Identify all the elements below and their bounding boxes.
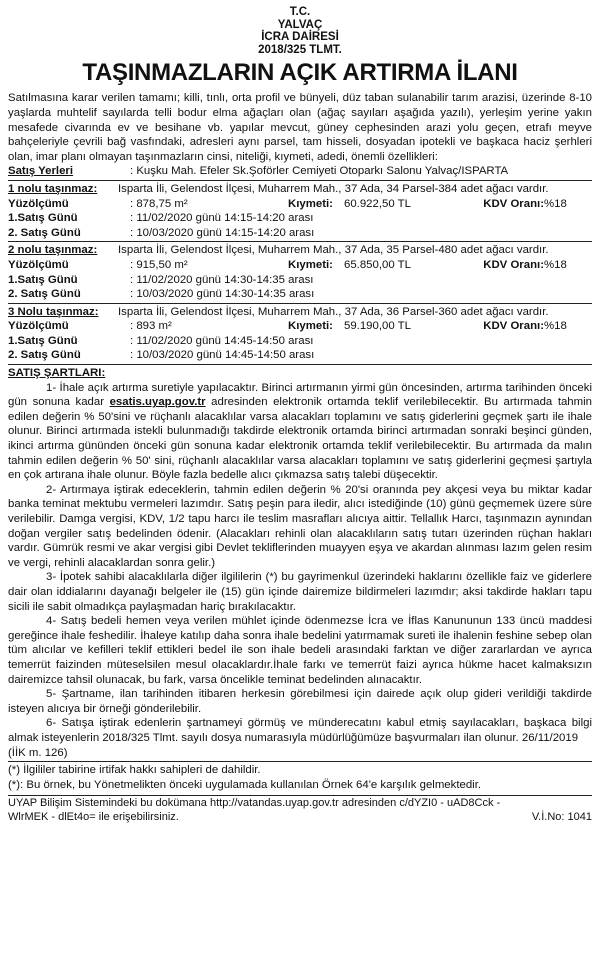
condition-5: 5- Şartname, ilan tarihinden itibaren herkesin görebilmesi için dairede açık olup gideri verildiği takdirde isteyen alıcıya bir örneği gönderilebilir. — [8, 688, 592, 715]
divider — [8, 241, 592, 242]
page-title: TAŞINMAZLARIN AÇIK ARTIRMA İLANI — [82, 59, 518, 87]
property-2-area: : 915,50 m² — [130, 258, 188, 271]
property-3-number: 3 Nolu taşınmaz: — [8, 305, 99, 318]
header-block — [8, 6, 592, 56]
condition-3: 3- İpotek sahibi alacaklılarla diğer ilgililerin (*) bu gayrimenkul üzerindeki haklarını özellikle faiz ve giderlere dair olan iddialarını dayanağı belgeler ile (15) gün içinde dairemize bildirmeleri lazımdır; aksi takdirde hakları tapu sicili ile sabit olmadıkça paylaşmadan hariç bırakılacaktır. — [8, 571, 592, 613]
property-1-number: 1 nolu taşınmaz: — [8, 182, 98, 195]
note-2: (*): Bu örnek, bu Yönetmelikten önceki uygulamada kullanılan Örnek 64'e karşılık gelmektedir. — [8, 778, 482, 791]
property-3-sale2: : 10/03/2020 günü 14:45-14:50 arası — [130, 349, 315, 362]
footer — [8, 797, 592, 824]
property-1-desc: Isparta İli, Gelendost İlçesi, Muharrem Mah., 37 Ada, 34 Parsel-384 adet ağacı vardır. — [118, 182, 549, 195]
property-1-meta — [8, 197, 592, 212]
condition-4: 4- Satış bedeli hemen veya verilen mühlet içinde ödenmezse İcra ve İflas Kanununun 133 üncü maddesi gereğince ihale feshedilir. İhaleye katılıp daha sonra ihale bedelini yatırmamak sureti ile ihalenin feshine sebep olan tüm alıcılar ve kefilleri teklif ettikleri bedel ile son ihale bedeli arasındaki farktan ve diğer zararlardan ve ayrıca temerrüt faizinden müteselsilen mesul olacaklardır.İhale farkı ve temerrüt faizi ayrıca hükme hacet kalmaksızın dairemizce tahsil olunacak, bu fark, varsa öncelikle teminat bedelinden alınacaktır. — [8, 615, 592, 686]
kdv-label: KDV Oranı: — [483, 197, 544, 210]
announcement-page — [8, 0, 592, 824]
kdv-label: KDV Oranı: — [483, 320, 544, 333]
property-3-meta — [8, 319, 592, 334]
sale-place-label: Satış Yerleri — [8, 165, 74, 178]
condition-6: 6- Satışa iştirak edenlerin şartnameyi görmüş ve münderecatını kabul etmiş sayılacakları, başkaca bilgi almak isteyenlerin 2018/325 Tlmt. sayılı dosya numarasıyla müdürlüğümüze başvurmaları ilan olunur. 26/11/2019 — [8, 717, 592, 744]
property-3-sale1: : 11/02/2020 günü 14:45-14:50 arası — [130, 334, 314, 347]
divider — [8, 303, 592, 304]
property-1-title — [8, 182, 592, 197]
property-3-area: : 893 m² — [130, 320, 172, 333]
property-2-number: 2 nolu taşınmaz: — [8, 244, 98, 257]
property-1-area: : 878,75 m² — [130, 197, 188, 210]
header-file-no: 2018/325 TLMT. — [258, 43, 342, 56]
property-2-kdv: %18 — [544, 258, 567, 271]
property-1-sale2-row — [8, 226, 592, 241]
property-2-meta — [8, 258, 592, 273]
area-label: Yüzölçümü — [8, 320, 69, 333]
property-3-kdv: %18 — [544, 320, 567, 333]
sale-place-value: : Kuşku Mah. Efeler Sk.Şoförler Cemiyeti Otoparkı Salonu Yalvaç/ISPARTA — [130, 165, 509, 178]
footer-line-1: UYAP Bilişim Sistemindeki bu dokümana http://vatandas.uyap.gov.tr adresinden c/dYZI0 - uAD8Cck - — [8, 797, 501, 810]
property-3-value: 59.190,00 TL — [344, 320, 411, 333]
property-2-sale1: : 11/02/2020 günü 14:30-14:35 arası — [130, 273, 314, 286]
esatis-link[interactable]: esatis.uyap.gov.tr — [109, 396, 206, 409]
header-country: T.C. — [289, 6, 311, 18]
footer-line-2: WlrMEK - dlEt4o= ile erişebilirsiniz. — [8, 810, 179, 823]
divider — [8, 761, 592, 762]
property-2-value: 65.850,00 TL — [344, 258, 411, 271]
value-label: Kıymeti: — [288, 320, 333, 333]
divider — [8, 795, 592, 796]
condition-1-pre: 1- İhale açık artırma suretiyle yapılacaktır. Birinci artırmanın yirmi gün öncesinden, artırma tarihinden önceki gün sonuna kadar — [8, 381, 592, 409]
property-3-title — [8, 305, 592, 320]
property-2-sale1-row — [8, 273, 592, 288]
header-city: YALVAÇ — [277, 18, 323, 31]
area-label: Yüzölçümü — [8, 258, 69, 271]
value-label: Kıymeti: — [288, 197, 333, 210]
property-2-sale2-row — [8, 287, 592, 302]
note-1: (*) İlgililer tabirine irtifak hakkı sahipleri de dahildir. — [8, 764, 261, 777]
divider — [8, 180, 592, 181]
condition-1 — [8, 381, 592, 483]
conditions-title: SATIŞ ŞARTLARI: — [8, 367, 106, 380]
property-2-sale2: : 10/03/2020 günü 14:30-14:35 arası — [130, 288, 315, 301]
property-1-sale2: : 10/03/2020 günü 14:15-14:20 arası — [130, 226, 315, 239]
sale1-label: 1.Satış Günü — [8, 273, 78, 286]
condition-1-post: adresinden elektronik ortamda teklif verilebilecektir. Bu artırmada tahmin edilen değerin % 50'sini ve rüçhanlı alacaklılar varsa alacakları toplamını ve satış giderlerini geçmek şartı ile ihale olunur. Birinci artırmada istekli bulunmadığı takdirde elektronik ortamda birinci artırmadan sonraki beşinci günden, ikinci artırma gününden önceki gün sonuna kadar elektronik ortamda teklif verilebilecektir. Bu artırmada da malın tahmin edilen değerin % 50' sini, rüçhanlı alacaklılar varsa alacakları toplamını ve satış giderlerini geçmesi şartıyla en çok artırana ihale olunur. Böyle fazla bedelle alıcı çıkmazsa satış talebi düşecektir. — [8, 396, 593, 482]
property-1-value: 60.922,50 TL — [344, 197, 411, 210]
condition-2: 2- Artırmaya iştirak edeceklerin, tahmin edilen değerin % 20'si oranında pey akçesi veya bu miktar kadar banka teminat mektubu vermeleri lazımdır. Satış peşin para iledir, alıcı istediğinde (10) günü geçmemek üzere süre verilebilir. Damga vergisi, KDV, 1/2 tapu harcı ile teslim masrafları alıcıya aittir. Tellallık Harcı, taşınmazın aynından doğan vergiler satış bedelinden ödenir. (Alacakları rehinli olan alacaklıların satış tutarı üzerinden rüçhan hakları vardır. Gümrük resmi ve akar vergisi gibi Devlet tekliflerinden muayyen eşya ve akardan alınması lazım gelen resim ve vergi, rehinli alacaklardan sonra gelir.) — [8, 483, 592, 569]
intro-paragraph: Satılmasına karar verilen tamamı; killi, tınlı, orta profil ve bünyeli, düz taban sulanabilir tarım arazisi, üzerinde 8-10 yaşlarda muhtelif sayılarda telli bodur elma ağaçları olan (ağaç sayıları aşağıda yazılı), yerleşim yerine yakın mesafede civarında ev ve besihane vb. yapılar mevcut, güney cephesinden arazi yolu geçen, etrafı meyve bahçeleriyle çevrili bağ vasfındaki, adresleri aynı parsel, tam hisseli, dosyadan ipotekli ve başkaca haciz şerhleri olan, imar planı olmayan taşınmazların cinsi, niteliği, kıymeti, adedi, önemli özellikleri: — [8, 92, 592, 163]
property-1-sale1-row — [8, 211, 592, 226]
property-2-desc: Isparta İli, Gelendost İlçesi, Muharrem Mah., 37 Ada, 35 Parsel-480 adet ağacı vardır. — [118, 244, 549, 257]
property-1-kdv: %18 — [544, 197, 567, 210]
footer-vi-number: V.İ.No: 1041 — [531, 810, 592, 823]
footer-line-2-row — [8, 811, 592, 824]
area-label: Yüzölçümü — [8, 197, 69, 210]
sale-place-row — [8, 164, 592, 179]
sale2-label: 2. Satış Günü — [8, 288, 81, 301]
sale1-label: 1.Satış Günü — [8, 334, 78, 347]
sale1-label: 1.Satış Günü — [8, 212, 78, 225]
property-1-sale1: : 11/02/2020 günü 14:15-14:20 arası — [130, 212, 314, 225]
property-3-sale2-row — [8, 348, 592, 363]
kdv-label: KDV Oranı: — [483, 258, 544, 271]
value-label: Kıymeti: — [288, 258, 333, 271]
property-2-title — [8, 243, 592, 258]
law-reference: (İİK m. 126) — [8, 746, 68, 759]
property-3-sale1-row — [8, 334, 592, 349]
sale2-label: 2. Satış Günü — [8, 349, 81, 362]
divider — [8, 364, 592, 365]
header-office: İCRA DAİRESİ — [261, 31, 339, 44]
property-3-desc: Isparta İli, Gelendost İlçesi, Muharrem Mah., 37 Ada, 36 Parsel-360 adet ağacı vardır. — [118, 305, 549, 318]
sale2-label: 2. Satış Günü — [8, 226, 81, 239]
